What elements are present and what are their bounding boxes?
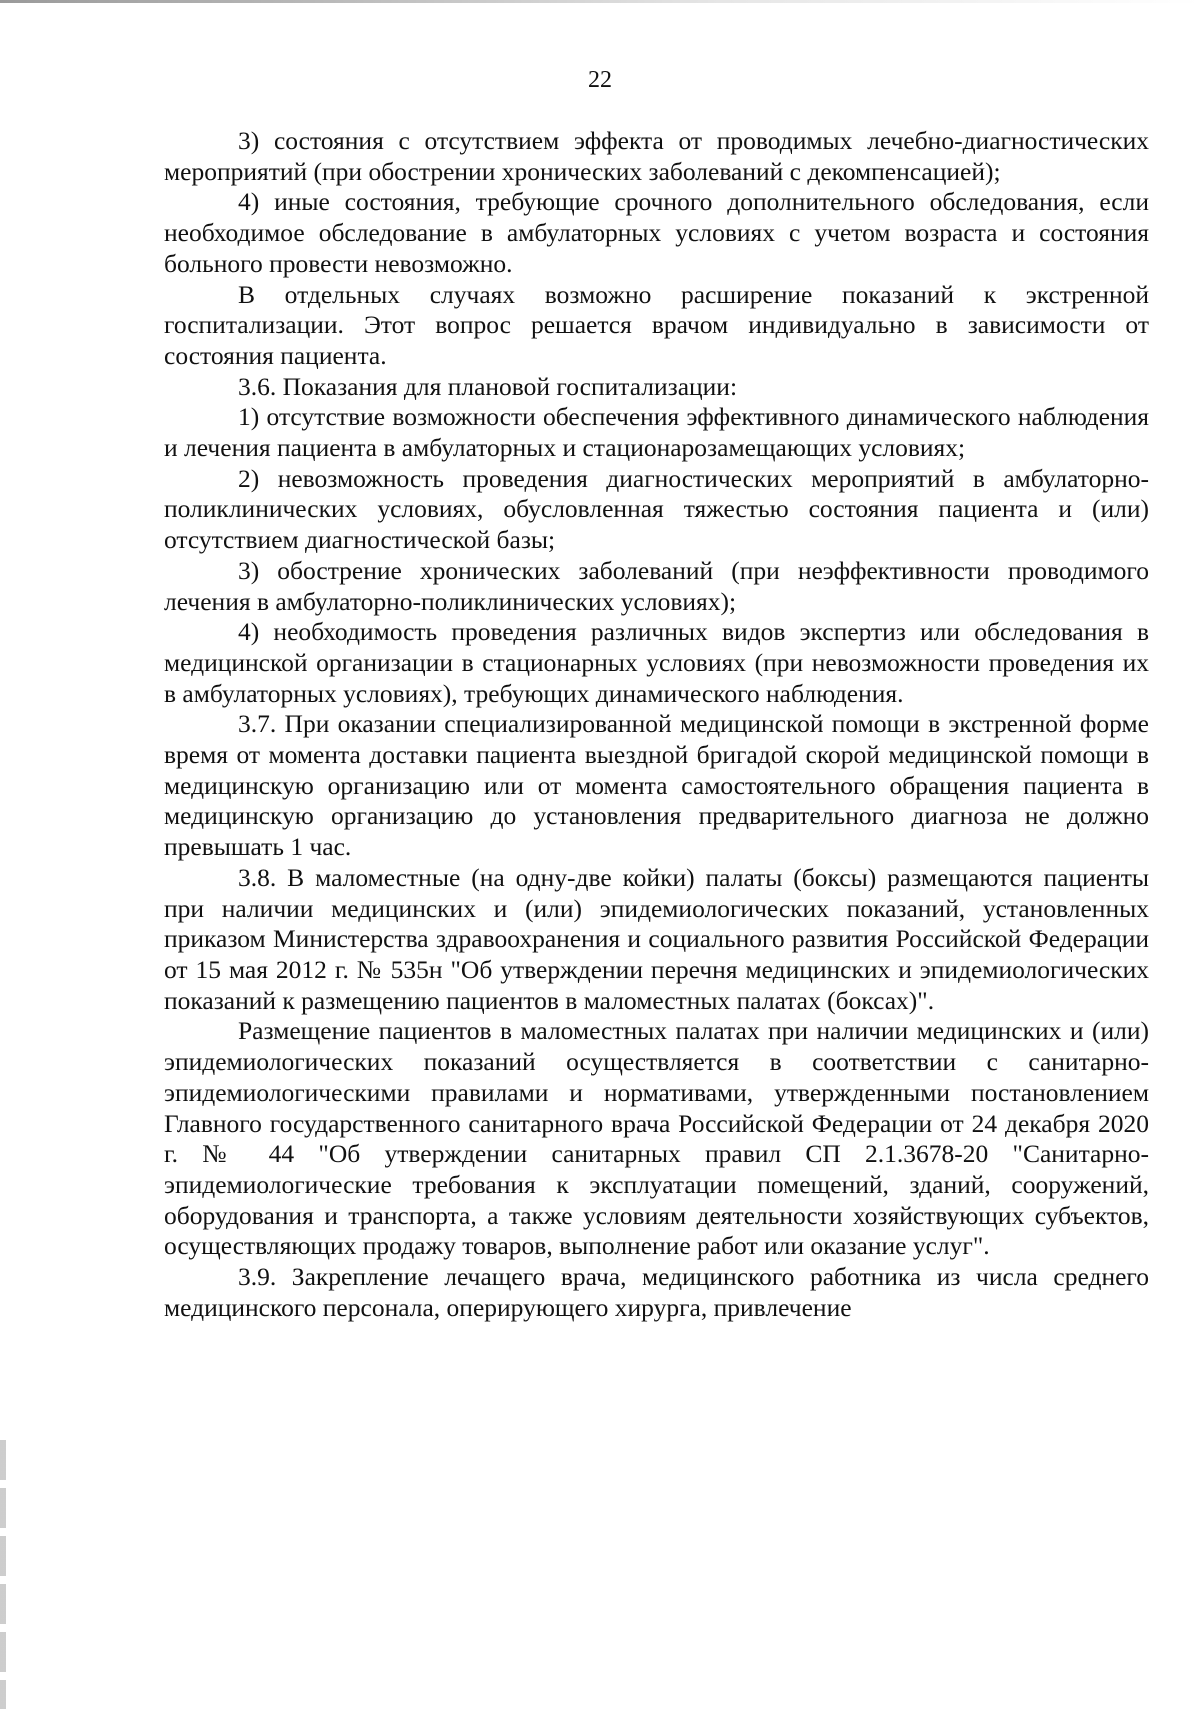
paragraph-section-3-8: 3.8. В маломестные (на одну-две койки) палаты (боксы) размещаются пациенты при наличии медицинских и (или) эпидемиологических показаний, установленных приказом Министерства здравоохранения и социального развития Российской Федерации от 15 мая 2012 г. № 535н "Об утверждении перечня медицинских и эпидемиологических показаний к размещению пациентов в маломестных палатах (боксах)". <box>164 862 1149 1015</box>
paragraph-emergency-item-3: 3) состояния с отсутствием эффекта от проводимых лечебно-диагностических мероприятий (при обострении хронических заболеваний с декомпенсацией); <box>164 126 1149 186</box>
paragraph-emergency-item-4: 4) иные состояния, требующие срочного дополнительного обследования, если необходимое обследование в амбулаторных условиях с учетом возраста и состояния больного провести невозможно. <box>164 187 1149 278</box>
paragraph-section-3-7: 3.7. При оказании специализированной медицинской помощи в экстренной форме время от момента доставки пациента выездной бригадой скорой медицинской помощи в медицинскую организацию или от момента самостоятельного обращения пациента в медицинскую организацию до установления предварительного диагноза не должно превышать 1 час. <box>164 709 1149 862</box>
paragraph-planned-item-4: 4) необходимость проведения различных видов экспертиз или обследования в медицинской организации в стационарных условиях (при невозможности проведения их в амбулаторных условиях), требующих динамического наблюдения. <box>164 617 1149 708</box>
paragraph-section-3-9: 3.9. Закрепление лечащего врача, медицинского работника из числа среднего медицинского персонала, оперирующего хирурга, привлечение <box>164 1262 1149 1322</box>
paragraph-emergency-extension: В отдельных случаях возможно расширение показаний к экстренной госпитализации. Этот вопрос решается врачом индивидуально в зависимости от состояния пациента. <box>164 279 1149 370</box>
page-number: 22 <box>588 67 612 93</box>
document-body <box>164 126 1149 1323</box>
paragraph-section-3-6-heading: 3.6. Показания для плановой госпитализации: <box>238 371 738 401</box>
paragraph-planned-item-3: 3) обострение хронических заболеваний (при неэффективности проводимого лечения в амбулаторно-поликлинических условиях); <box>164 555 1149 616</box>
scan-edge-top <box>0 0 1200 3</box>
paragraph-planned-item-2: 2) невозможность проведения диагностических мероприятий в амбулаторно-поликлинических условиях, обусловленная тяжестью состояния пациента и (или) отсутствием диагностической базы; <box>164 463 1149 555</box>
paragraph-small-ward-placement: Размещение пациентов в маломестных палатах при наличии медицинских и (или) эпидемиологических показаний осуществляется в соответствии с санитарно-эпидемиологическими правилами и нормативами, утвержденными постановлением Главного государственного санитарного врача Российской Федерации от 24 декабря 2020 г. № 44 "Об утверждении санитарных правил СП 2.1.3678-20 "Санитарно-эпидемиологические требования к эксплуатации помещений, зданий, сооружений, оборудования и транспорта, а также условиям деятельности хозяйствующих субъектов, осуществляющих продажу товаров, выполнение работ или оказание услуг". <box>164 1016 1149 1261</box>
paragraph-planned-item-1: 1) отсутствие возможности обеспечения эффективного динамического наблюдения и лечения пациента в амбулаторных и стационарозамещающих условиях; <box>164 402 1149 463</box>
scan-edge-left <box>0 1440 6 1709</box>
